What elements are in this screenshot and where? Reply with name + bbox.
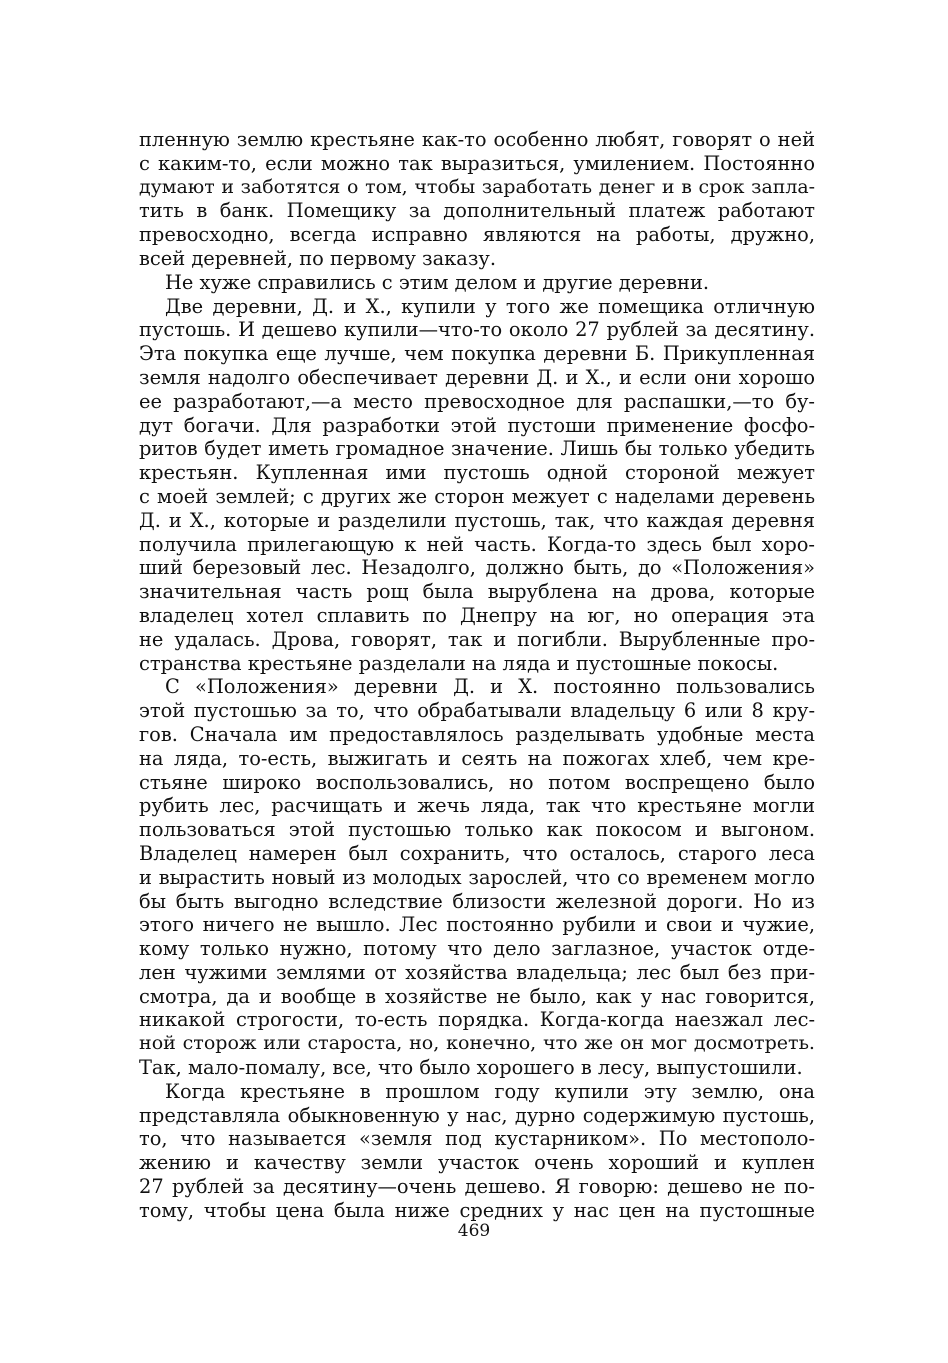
text-line: думают и заботятся о том, чтобы заработать денег и в срок запла- [139,175,815,198]
text-line: никакой строгости, то-есть порядка. Когда-когда наезжал лес- [139,1008,815,1032]
text-line: тому, чтобы цена была ниже средних у нас цен на пустошные [139,1198,815,1222]
body-text [139,128,815,1223]
text-line: пользоваться этой пустошью только как покосом и выгоном. [139,818,815,842]
page-number: 469 [457,1221,491,1241]
text-line: смотра, да и вообще в хозяйстве не было, как у нас говорится, [139,984,815,1008]
text-line: Владелец намерен был сохранить, что осталось, старого леса [139,841,815,865]
text-line: Две деревни, Д. и Х., купили у того же помещика отличную [165,294,815,318]
text-line: представляла обыкновенную у нас, дурно содержимую пустошь, [139,1103,815,1127]
text-line: с моей землей; с других же сторон межует с наделами деревень [139,484,815,508]
text-line: Д. и Х., которые и разделили пустошь, так, что каждая деревня [139,508,815,532]
text-line: пустошь. И дешево купили—что-то около 27 рублей за десятину. [139,318,815,342]
text-line: и вырастить новый из молодых зарослей, что со временем могло [139,865,815,889]
text-line: ший березовый лес. Незадолго, должно быть, до «Положения» [139,556,815,580]
text-line: рубить лес, расчищать и жечь ляда, так что крестьяне могли [139,794,815,818]
text-line: владелец хотел сплавить по Днепру на юг, но операция эта [139,603,815,627]
text-line: Не хуже справились с этим делом и другие деревни. [165,270,710,294]
text-line: на ляда, то-есть, выжигать и сеять на пожогах хлеб, чем кре- [139,746,815,770]
text-line: этого ничего не вышло. Лес постоянно рубили и свои и чужие, [139,913,815,937]
text-line: этой пустошью за то, что обрабатывали владельцу 6 или 8 кру- [139,699,815,723]
text-line: жению и качеству земли участок очень хороший и куплен [139,1151,815,1175]
text-line: тить в банк. Помещику за дополнительный платеж работают [139,199,815,223]
text-line: ной сторож или староста, но, конечно, что же он мог досмотреть. [139,1032,815,1055]
text-line: не удалась. Дрова, говорят, так и погибли. Вырубленные про- [139,627,815,651]
text-line: ее разработают,—а место превосходное для распашки,—то бу- [139,389,815,413]
text-line: кому только нужно, потому что дело заглазное, участок отде- [139,937,815,961]
text-line: ритов будет иметь громадное значение. Лишь бы только убедить [139,437,815,461]
text-line: Эта покупка еще лучше, чем покупка деревни Б. Прикупленная [139,342,815,366]
text-line: с каким-то, если можно так выразиться, умилением. Постоянно [139,151,815,175]
text-line: стьяне широко воспользовались, но потом воспрещено было [139,770,815,794]
text-line: гов. Сначала им предоставлялось разделывать удобные места [139,722,815,746]
text-line: Так, мало-помалу, все, что было хорошего в лесу, выпустошили. [139,1056,803,1080]
text-line: получила прилегающую к ней часть. Когда-то здесь был хоро- [139,532,815,556]
text-line: то, что называется «земля под кустарником». По местополо- [139,1127,815,1151]
text-line: пленную землю крестьяне как-то особенно любят, говорят о ней [139,128,815,151]
text-line: значительная часть рощ была вырублена на дрова, которые [139,580,815,604]
text-line: странства крестьяне разделали на ляда и пустошные покосы. [139,651,779,675]
text-line: 27 рублей за десятину—очень дешево. Я говорю: дешево не по- [139,1175,815,1199]
text-line: С «Положения» деревни Д. и Х. постоянно пользовались [165,675,815,699]
text-line: дут богачи. Для разработки этой пустоши применение фосфо- [139,413,815,437]
text-line: превосходно, всегда исправно являются на работы, дружно, [139,223,815,247]
text-line: бы быть выгодно вследствие близости железной дороги. Но из [139,889,815,913]
text-line: земля надолго обеспечивает деревни Д. и Х., и если они хорошо [139,365,815,389]
text-line: лен чужими землями от хозяйства владельца; лес был без при- [139,960,815,984]
text-line: всей деревней, по первому заказу. [139,246,496,270]
text-line: крестьян. Купленная ими пустошь одной стороной межует [139,461,815,485]
text-line: Когда крестьяне в прошлом году купили эту землю, она [165,1079,815,1103]
